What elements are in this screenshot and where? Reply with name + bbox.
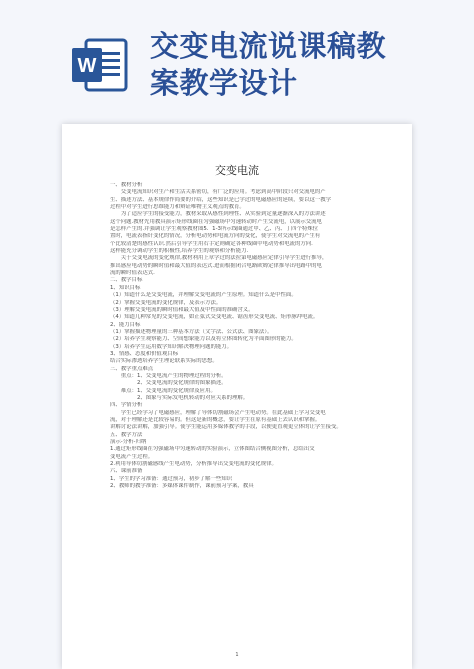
- body-line: 演示-分析-归纳: [110, 439, 147, 446]
- body-line: 为了适应学生的接受能力，教材采取从感性到理性、从实验到定量逐渐深入的方法讲述: [110, 211, 326, 218]
- body-line: 1、学生的学习准备：通过预习，初步了解一些知识: [110, 475, 233, 482]
- body-line: 讲解讨论法讲解，加强引导。使学生能运用多媒体教学的手段，以便更直观更立体的让学生接受。: [110, 424, 342, 431]
- body-line: 结合实际渗透培养学生理论联系实际的思想。: [110, 358, 218, 365]
- body-line: 难点：1、交变电流的变化规律及应用。: [110, 387, 216, 394]
- title-line-1: 交变电流说课稿教: [150, 29, 387, 63]
- body-line: 五、教学方法: [110, 431, 143, 438]
- body-line: 关于交变电流的变化规律,教材利用上章学过的法拉第电磁感应定律引导学生进行推导，: [110, 255, 328, 262]
- body-line: 流，对于理解还是比较容易的。但这是新的概念，要让学生在原有基础上去认识和掌握。: [110, 417, 321, 423]
- body-line: 3、情感、态度和价值观目标: [110, 350, 179, 357]
- body-line: 1、知识目标: [110, 284, 141, 291]
- body-line: 2、教师的教学准备：多媒体课件制作，课前预习学案，教具: [110, 483, 254, 490]
- body-line: （3）培养学生运用数学知识解决物理问题的能力。: [110, 343, 233, 350]
- body-line: （1）知道什么是交变电流，并理解交变电流的产生原理。知道什么是中性面。: [110, 292, 297, 299]
- body-line: 这个问题.教材先用教具演示矩形线圈在匀强磁场中匀速转动时产生交流电，以展示交流电: [110, 218, 322, 225]
- body-line: 过程中对学生进行思维能力和辩证唯物主义观点的教育。: [110, 204, 245, 211]
- body-line: 推出感应电动势的瞬时值和最大值的表达式.进而根据闭合电路欧姆定律推导出电路中的电: [110, 262, 322, 269]
- body-line: 1.通过矩形线圈在匀强磁场中匀速转动的实验演示，立体图结合侧视图分析，总结出交: [110, 446, 315, 453]
- page-title: [150, 28, 470, 102]
- body-line: （2）掌握交变电流的变化规律，及表示方法。: [110, 299, 222, 306]
- page-number: 1: [235, 652, 239, 658]
- body-line: 2、能力目标: [110, 321, 141, 328]
- body-line: 交变电流知识对生产和生活关系密切，有广泛的应用。考虑到高中阶段只对交流电的产: [110, 189, 326, 196]
- body-line: 四、学情分析: [110, 402, 143, 409]
- word-document-icon: [68, 34, 130, 96]
- document-page: [62, 124, 412, 669]
- title-line-2: 案教学设计: [150, 66, 298, 100]
- logo-letter: W: [77, 55, 97, 77]
- body-line: 是怎样产生的.并强调让学生观察教材图5．1-3所示线圈通过甲、乙、丙、丁四个特殊位: [110, 226, 319, 233]
- body-line: （4）知道几种常见的交变电流，如正弦式交变电流、锯齿形交变电流、矩形脉冲电流。: [110, 314, 319, 321]
- banner: [0, 0, 474, 118]
- body-line: 二、教学目标: [110, 277, 143, 284]
- body-line: 一、教材分析: [110, 182, 143, 188]
- body-line: 个比较清楚的感性认识.然后引导学生用右手定则确定各种线圈中电动势和电流的方向.: [110, 240, 313, 247]
- body-line: （1）掌握描述物理量的三种基本方法（文字法、公式法、图象法）。: [110, 328, 273, 335]
- body-line: （2）培养学生观察能力、空间想象能力以及将立体图转化为平面图形的能力。: [110, 336, 297, 343]
- body-line: 重点：1、交变电流产生的物理过程的分析。: [110, 372, 227, 379]
- body-line: 2.利用导体切割磁感线产生电动势，分析推导出交变电流的变化规律。: [110, 461, 277, 468]
- document-title: 交变电流: [215, 164, 259, 177]
- body-line: 变电流产生过程。: [110, 453, 154, 460]
- body-line: 六、课前准备: [110, 468, 143, 475]
- body-line: 生、描述方法、基本规律作简要的介绍，这些知识是已学过的电磁感应的延续，要以这一教学: [110, 196, 332, 203]
- body-line: 置时，电流表指针变化的情况，分析电动势和电流方向的变化，使学生对交流电的产生有: [110, 233, 321, 240]
- body-line: 2、交变电流的变化规律的图象描述。: [110, 380, 227, 387]
- document-body: [110, 182, 370, 490]
- body-line: 流的瞬时值表达式.: [110, 270, 155, 277]
- body-line: 2、图象与实际发电机转动的对应关系的理解。: [110, 394, 249, 401]
- body-line: 这样能充分调动学生的积极性,培养学生的观察和分析能力.: [110, 248, 249, 255]
- body-line: 三、教学重点难点: [110, 365, 154, 372]
- body-line: （3）理解交变电流的瞬时值和最大值及中性面的准确含义。: [110, 306, 254, 313]
- body-line: 学生已经学习了电磁感应，理解了导体切割磁场会产生电动势。在此基础上学习交变电: [110, 409, 326, 416]
